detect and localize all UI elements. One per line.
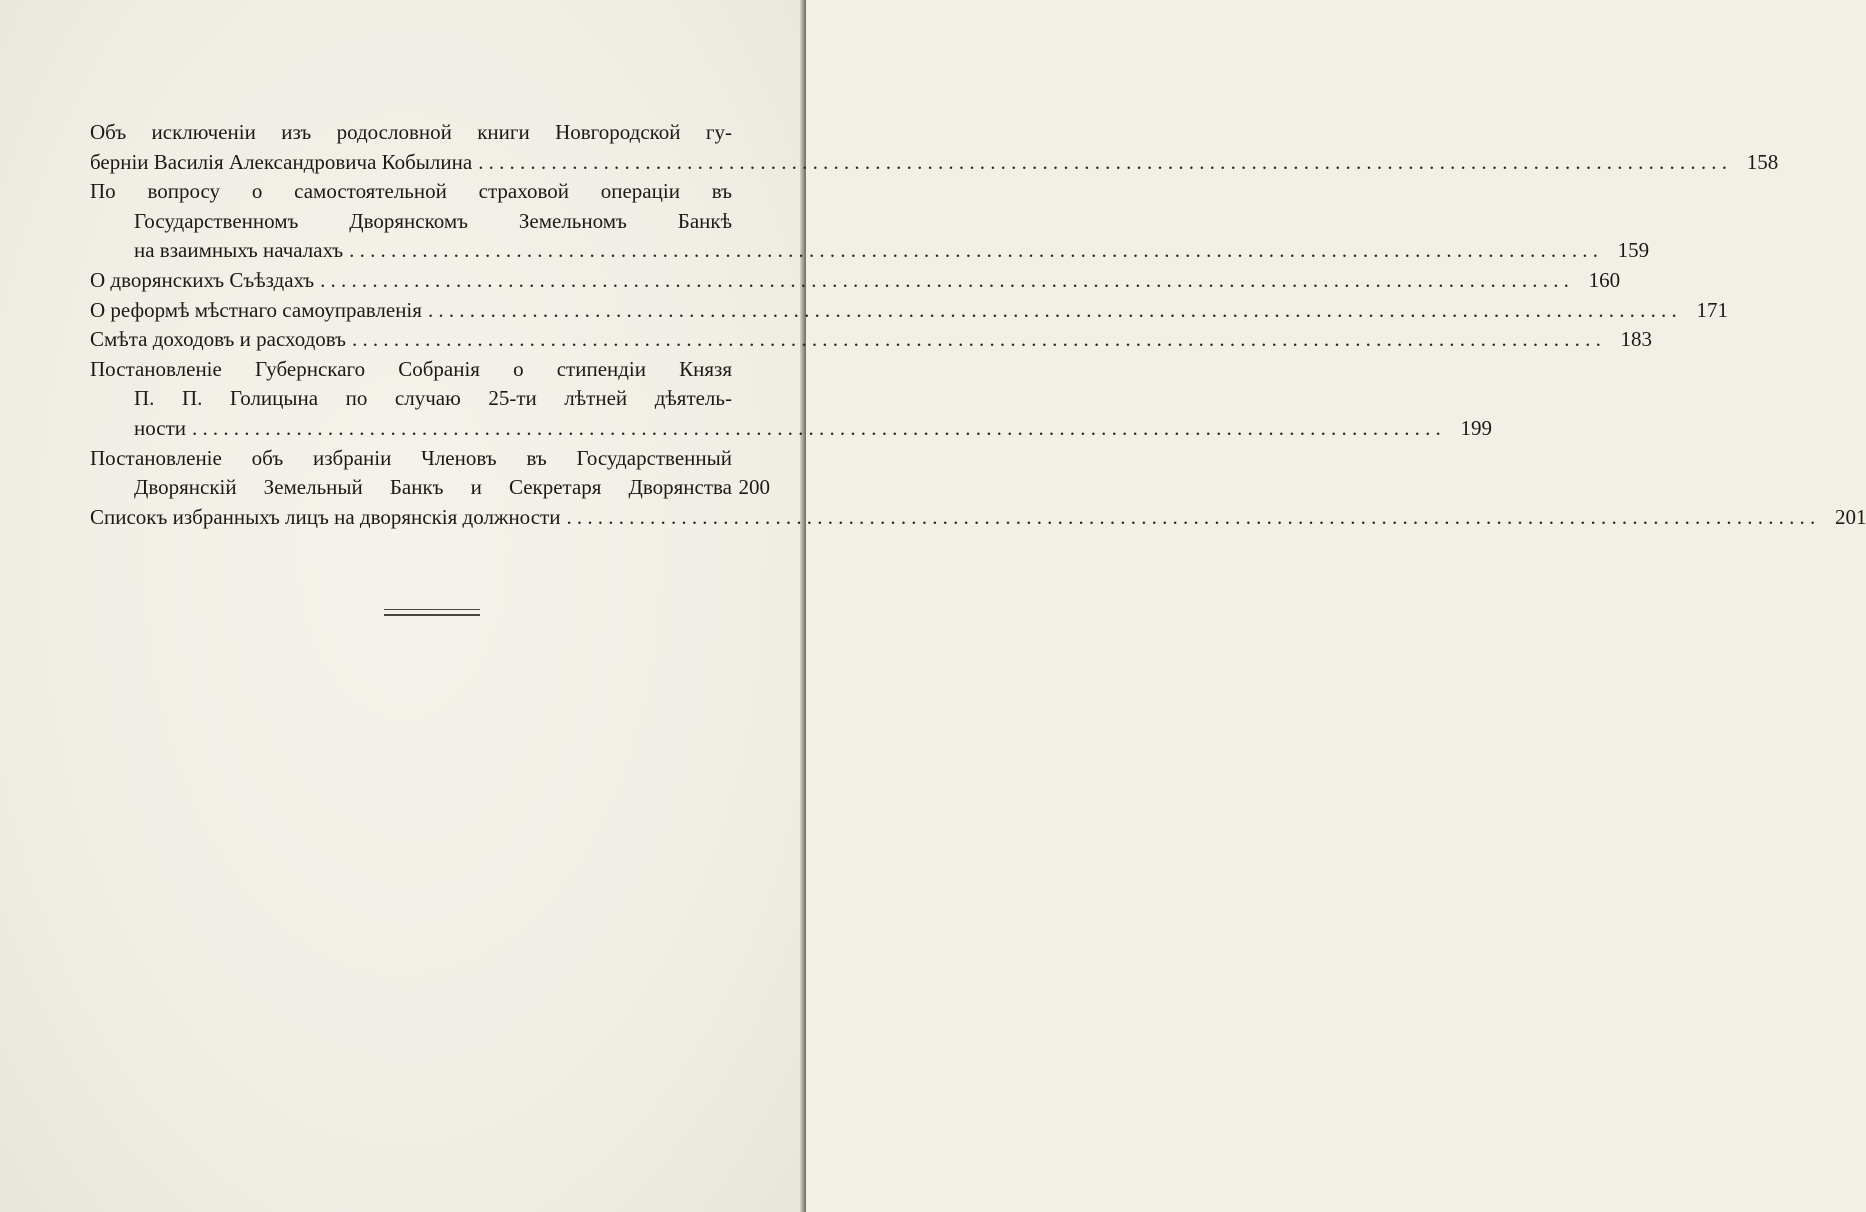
section-divider-rule	[384, 609, 480, 616]
page-number: 199	[1460, 415, 1492, 440]
toc-entry	[90, 266, 1621, 296]
toc-entry	[90, 296, 1728, 326]
toc-line	[90, 355, 770, 385]
page-number: 160	[1588, 267, 1621, 292]
toc-line	[90, 325, 1653, 355]
bleed-through-text	[90, 1140, 740, 1160]
entry-text: Постановленіе Губернскаго Собранія о стипендіи Князя	[90, 356, 732, 381]
toc-line	[90, 118, 770, 148]
dot-leader: ........................................................................................................................	[349, 238, 1604, 263]
page-number: 201	[1834, 504, 1866, 529]
page-edge	[800, 0, 806, 1212]
dot-leader: ........................................................................................................................	[566, 504, 1821, 529]
toc-line	[90, 266, 1621, 296]
dot-leader: ........................................................................................................................	[352, 327, 1607, 352]
toc-entry	[90, 444, 770, 503]
entry-text: берніи Василія Александровича Кобылина	[90, 149, 473, 174]
dot-leader: ........................................................................................................................	[478, 149, 1733, 174]
toc-entry	[90, 118, 1779, 177]
page-number: 158	[1746, 149, 1779, 174]
toc-entry	[90, 325, 1653, 355]
entry-text: О дворянскихъ Съѣздахъ	[90, 267, 315, 292]
entry-text: Смѣта доходовъ и расходовъ	[90, 327, 347, 352]
toc-line	[90, 177, 770, 207]
dot-leader: ........................................................................................................................	[192, 415, 1446, 440]
table-of-contents	[90, 118, 1866, 532]
toc-line	[90, 473, 770, 503]
toc-entry	[90, 503, 1866, 533]
toc-line	[90, 414, 1492, 444]
entry-text: Дворянскій Земельный Банкъ и Секретаря Дворянства	[134, 475, 732, 500]
toc-line	[90, 236, 1650, 266]
toc-line	[90, 207, 770, 237]
page-number: 183	[1620, 327, 1653, 352]
toc-line	[90, 503, 1866, 533]
entry-text: на взаимныхъ началахъ	[134, 238, 344, 263]
dot-leader: ........................................................................................................................	[320, 267, 1575, 292]
page-number: 200	[738, 475, 770, 500]
toc-line	[90, 296, 1728, 326]
entry-text: ности	[134, 415, 186, 440]
entry-text: Объ исключеніи изъ родословной книги Новгородской гу-	[90, 120, 732, 144]
entry-text: По вопросу о самостоятельной страховой операціи въ	[90, 179, 732, 204]
bleed-through-text	[262, 80, 562, 108]
entry-text: Постановленіе объ избраніи Членовъ въ Государственный	[90, 445, 732, 470]
toc-line	[90, 148, 1779, 178]
toc-entry	[90, 177, 1650, 266]
entry-text: Списокъ избранныхъ лицъ на дворянскія должности	[90, 504, 561, 529]
toc-line	[90, 384, 770, 414]
toc-line	[90, 444, 770, 474]
dot-leader: ........................................................................................................................	[427, 297, 1682, 322]
page-number: 171	[1696, 297, 1728, 322]
entry-text: П. П. Голицына по случаю 25-ти лѣтней дѣятель-	[134, 386, 732, 411]
page-number: 159	[1617, 238, 1650, 263]
entry-text: О реформѣ мѣстнаго самоуправленія	[90, 297, 422, 322]
entry-text: Государственномъ Дворянскомъ Земельномъ Банкѣ	[134, 208, 732, 233]
toc-entry	[90, 355, 1492, 444]
